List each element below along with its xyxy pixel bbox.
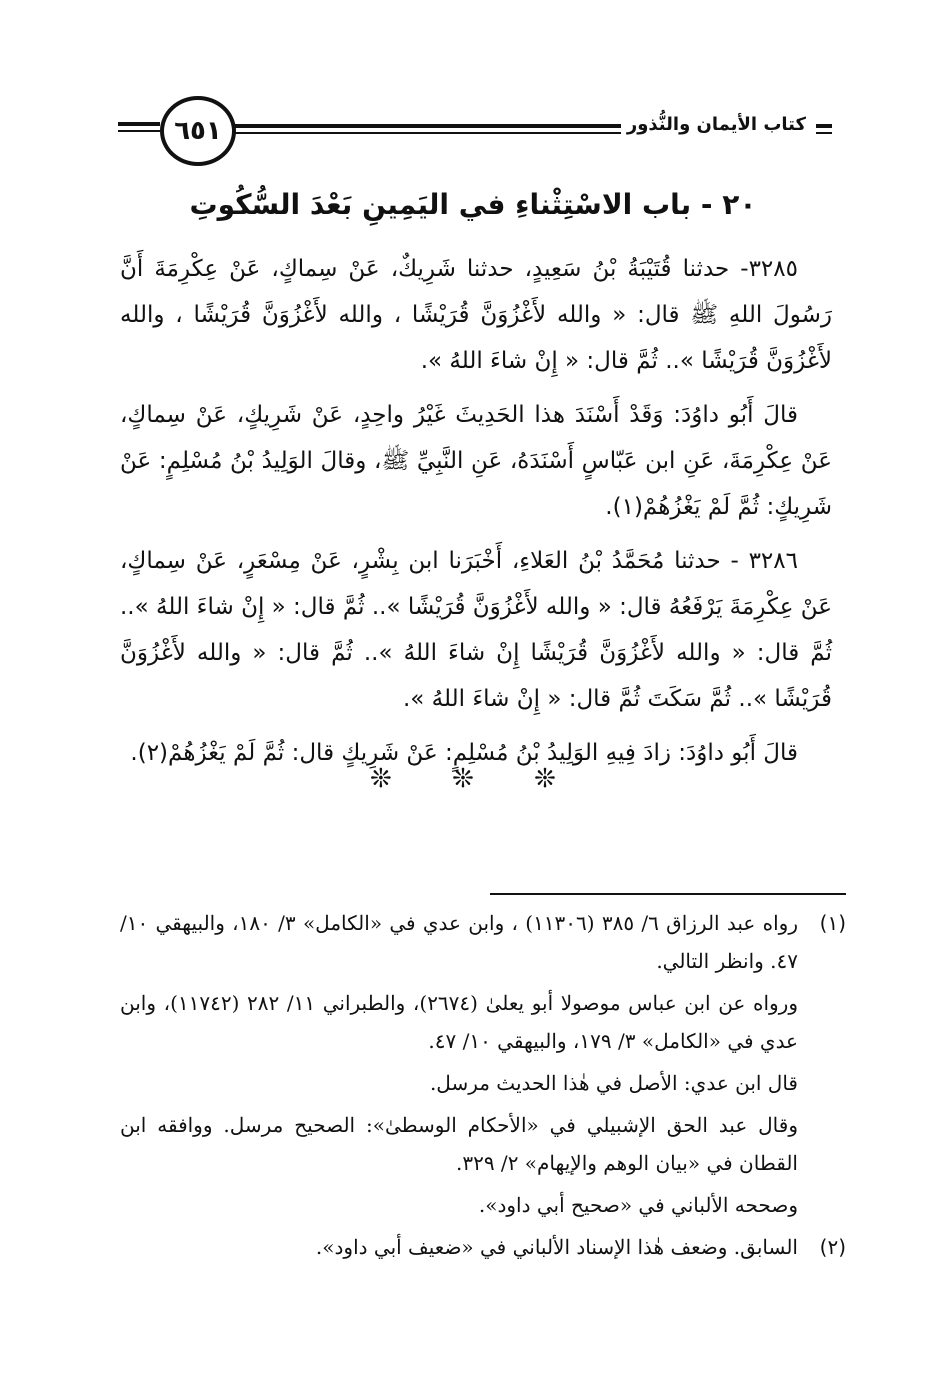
page-number: ٦٥١ bbox=[174, 116, 222, 146]
footnote-1-continuation: وقال عبد الحق الإشبيلي في «الأحكام الوسطىٰ»: الصحيح مرسل. ووافقه ابن القطان في «بيان الوهم والإيهام» ٢/ ٣٢٩. bbox=[120, 1113, 798, 1175]
section-separator: ❊ ❊ ❊ bbox=[370, 764, 582, 794]
footnote-text: السابق. وضعف هٰذا الإسناد الألباني في «ضعيف أبي داود». bbox=[315, 1235, 798, 1259]
footnotes bbox=[120, 904, 846, 1270]
footnote-1-continuation: وصححه الألباني في «صحيح أبي داود». bbox=[478, 1193, 798, 1217]
footnote-1-continuation: قال ابن عدي: الأصل في هٰذا الحديث مرسل. bbox=[429, 1071, 798, 1095]
running-header bbox=[118, 96, 832, 162]
hadith-3286: ٣٢٨٦ - حدثنا مُحَمَّدُ بْنُ العَلاءِ، أَخْبَرَنا ابن بِشْرٍ، عَنْ مِسْعَرٍ، عَنْ سِماكٍ، عَنْ عِكْرِمَةَ يَرْفَعُهُ قال: « والله لأَغْزُوَنَّ قُرَيْشًا ».. ثُمَّ قال: « إِنْ شاءَ اللهُ ».. ثُمَّ قال: « والله لأَغْزُوَنَّ قُرَيْشًا إِنْ شاءَ اللهُ ».. ثُمَّ قال: « والله لأَغْزُوَنَّ قُرَيْشًا ».. ثُمَّ سَكَتَ ثُمَّ قال: « إِنْ شاءَ اللهُ ». bbox=[120, 548, 832, 712]
book-title: كتاب الأيمان والنُّذور bbox=[621, 114, 812, 135]
footnote-1 bbox=[120, 904, 846, 980]
hadith-3285: ٣٢٨٥- حدثنا قُتَيْبَةُ بْنُ سَعِيدٍ، حدثنا شَرِيكٌ، عَنْ سِماكٍ، عَنْ عِكْرِمَةَ أَنَّ رَسُولَ اللهِ ﷺ قال: « والله لأَغْزُوَنَّ قُرَيْشًا ، والله لأَغْزُوَنَّ قُرَيْشًا ، والله لأَغْزُوَنَّ قُرَيْشًا ».. ثُمَّ قال: « إِنْ شاءَ اللهُ ». bbox=[120, 256, 832, 374]
footnote-rule bbox=[490, 893, 846, 895]
chapter-title: ٢٠ - باب الاسْتِثْناءِ في اليَمِينِ بَعْدَ السُّكُوتِ bbox=[189, 188, 757, 221]
footnote-marker: (٢) bbox=[819, 1235, 846, 1259]
main-text bbox=[120, 246, 832, 784]
page-number-badge bbox=[160, 96, 236, 166]
footnote-text: رواه عبد الرزاق ٦/ ٣٨٥ (١١٣٠٦) ، وابن عدي في «الكامل» ٣/ ١٨٠، والبيهقي ١٠/ ٤٧. وانظر التالي. bbox=[120, 911, 798, 973]
footnote-1-continuation: ورواه عن ابن عباس موصولا أبو يعلىٰ (٢٦٧٤)، والطبراني ١١/ ٢٨٢ (١١٧٤٢)، وابن عدي في «الكامل» ٣/ ١٧٩، والبيهقي ١٠/ ٤٧. bbox=[120, 991, 798, 1053]
footnote-marker: (١) bbox=[819, 911, 846, 935]
abu-dawud-comment-2: قالَ أَبُو داوُدَ: زادَ فِيهِ الوَلِيدُ بْنُ مُسْلِمٍ: عَنْ شَرِيكٍ قال: ثُمَّ لَمْ يَغْزُهُمْ(٢). bbox=[130, 740, 798, 766]
header-rule bbox=[816, 124, 832, 128]
header-rule bbox=[118, 122, 160, 126]
header-rule bbox=[118, 130, 160, 132]
abu-dawud-comment-1: قالَ أَبُو داوُدَ: وَقَدْ أَسْنَدَ هذا الحَدِيثَ غَيْرُ واحِدٍ، عَنْ شَرِيكٍ، عَنْ سِماكٍ، عَنْ عِكْرِمَةَ، عَنِ ابن عَبّاسٍ أَسْنَدَهُ، عَنِ النَّبِيِّ ﷺ، وقالَ الوَلِيدُ بْنُ مُسْلِمٍ: عَنْ شَرِيكٍ: ثُمَّ لَمْ يَغْزُهُمْ(١). bbox=[120, 402, 832, 520]
footnote-2 bbox=[120, 1228, 846, 1266]
header-rule bbox=[816, 132, 832, 134]
